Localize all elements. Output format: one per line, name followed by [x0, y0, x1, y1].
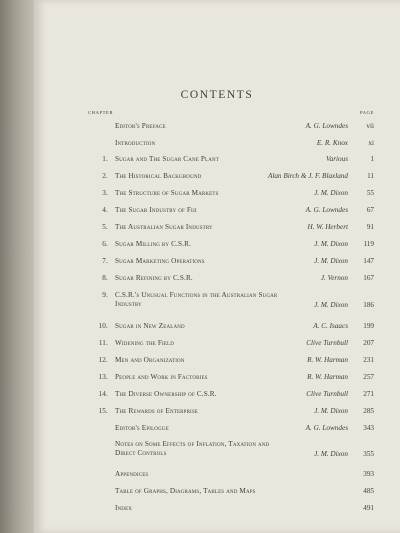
chapter-number: 9. — [102, 291, 108, 299]
chapter-title: People and Work in Factories — [115, 373, 208, 381]
chapter-title: The Structure of Sugar Markets — [115, 189, 219, 197]
chapter-title: Table of Graphs, Diagrams, Tables and Maps — [115, 487, 256, 495]
chapter-title: The Rewards of Enterprise — [115, 407, 198, 415]
page-number: 207 — [363, 339, 374, 347]
page-number: 355 — [363, 449, 374, 458]
page-number: 167 — [363, 274, 374, 282]
chapter-title: Sugar Milling by C.S.R. — [115, 240, 191, 248]
contents-heading: CONTENTS — [180, 89, 254, 101]
chapter-number: 6. — [102, 240, 108, 248]
chapter-title: Editor's Preface — [115, 122, 166, 130]
page-number: 343 — [363, 424, 374, 432]
chapter-title: Notes on Some Effects of Inflation, Taxation and Direct Controls — [115, 440, 270, 458]
chapter-title: Index — [115, 504, 133, 512]
chapter-author: R. W. Harman — [307, 373, 348, 381]
chapter-number: 1. — [102, 155, 108, 163]
page-number: 485 — [363, 487, 374, 495]
page-number: 491 — [363, 504, 374, 512]
chapter-column-header: CHAPTER — [88, 110, 114, 115]
chapter-title: Introduction — [115, 139, 156, 147]
page-number: 257 — [363, 373, 374, 381]
page-number: vii — [366, 122, 374, 130]
page-number: 199 — [363, 322, 374, 330]
chapter-title: Sugar in New Zealand — [115, 322, 185, 330]
chapter-author: Clive Turnbull — [306, 390, 348, 398]
page-number: 119 — [363, 240, 374, 248]
page-number: 91 — [366, 223, 374, 231]
chapter-number: 8. — [102, 274, 108, 282]
chapter-number: 4. — [102, 206, 108, 214]
chapter-title: Sugar Refining by C.S.R. — [115, 274, 193, 282]
page-number: 231 — [363, 356, 374, 364]
book-page — [34, 0, 400, 533]
page-number: 11 — [367, 172, 374, 180]
chapter-title: The Historical Background — [115, 172, 202, 180]
chapter-author: R. W. Harman — [307, 356, 348, 364]
chapter-title: The Diverse Ownership of C.S.R. — [115, 390, 217, 398]
chapter-number: 2. — [102, 172, 108, 180]
chapter-author: J. M. Dixon — [314, 240, 348, 248]
chapter-author: Various — [326, 155, 348, 163]
chapter-author: J. M. Dixon — [314, 300, 348, 309]
chapter-author: J. M. Dixon — [314, 189, 348, 197]
chapter-number: 10. — [98, 322, 108, 330]
chapter-author: Alan Birch & J. F. Blaxland — [267, 172, 348, 180]
chapter-author: H. W. Herbert — [307, 223, 348, 231]
page-number: 271 — [363, 390, 374, 398]
chapter-title: Editor's Epilogue — [115, 424, 169, 432]
chapter-author: J. Vernon — [320, 274, 348, 282]
page-number: 186 — [363, 300, 374, 309]
chapter-title: Men and Organization — [115, 356, 185, 364]
chapter-author: J. M. Dixon — [314, 257, 348, 265]
chapter-author: A. G. Lowndes — [305, 206, 348, 214]
chapter-number: 3. — [102, 189, 108, 197]
chapter-number: 5. — [102, 223, 108, 231]
chapter-title: Sugar and The Sugar Cane Plant — [115, 155, 219, 163]
page-number: 55 — [366, 189, 374, 197]
chapter-author: J. M. Dixon — [314, 407, 348, 415]
page-column-header: PAGE — [360, 110, 374, 115]
book-spine-shadow — [0, 0, 34, 533]
chapter-author: A. G. Lowndes — [305, 122, 348, 130]
chapter-author: E. R. Knox — [316, 139, 348, 147]
page-number: xi — [368, 139, 374, 147]
chapter-title: Widening the Field — [115, 339, 175, 347]
chapter-author: Clive Turnbull — [306, 339, 348, 347]
page-number: 1 — [370, 155, 374, 163]
chapter-number: 13. — [98, 373, 108, 381]
page-number: 67 — [366, 206, 374, 214]
chapter-number: 15. — [98, 407, 108, 415]
chapter-title: The Sugar Industry of Fiji — [115, 206, 197, 214]
chapter-title: C.S.R.'s Unusual Functions in the Australian Sugar Industry — [115, 291, 278, 309]
page-number: 393 — [363, 470, 374, 478]
chapter-number: 11. — [98, 339, 108, 347]
chapter-number: 14. — [98, 390, 108, 398]
page-number: 147 — [363, 257, 374, 265]
chapter-author: J. M. Dixon — [314, 449, 348, 458]
chapter-title: Appendices — [115, 470, 149, 478]
chapter-number: 12. — [98, 356, 108, 364]
chapter-title: The Australian Sugar Industry — [115, 223, 213, 231]
page-number: 285 — [363, 407, 374, 415]
chapter-author: A. C. Isaacs — [313, 322, 348, 330]
chapter-title: Sugar Marketing Operations — [115, 257, 205, 265]
chapter-number: 7. — [102, 257, 108, 265]
chapter-author: A. G. Lowndes — [305, 424, 348, 432]
